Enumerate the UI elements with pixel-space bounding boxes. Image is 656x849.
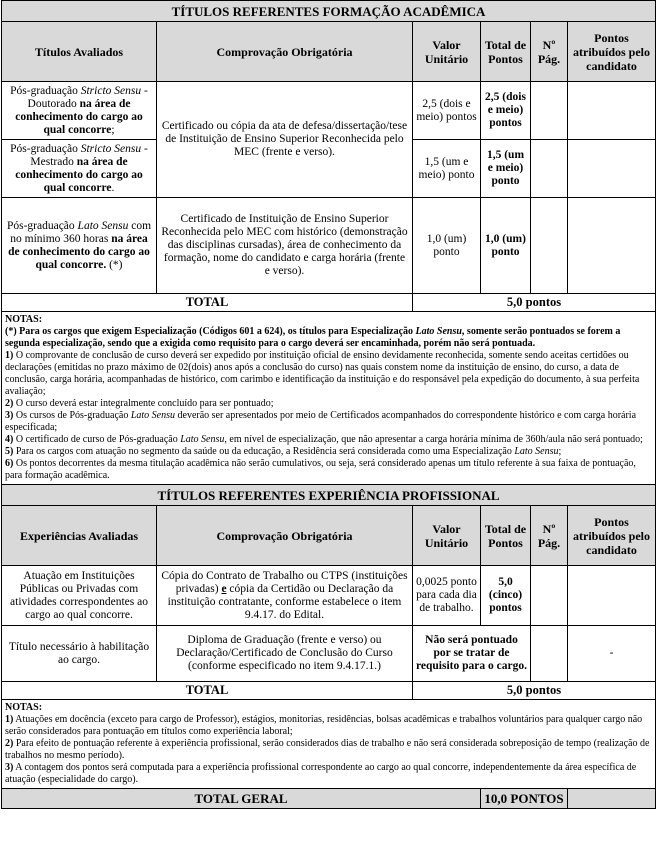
grand-total-value: 10,0 PONTOS (481, 789, 568, 809)
experience-section-title: TÍTULOS REFERENTES EXPERIÊNCIA PROFISSIONAL (2, 485, 656, 506)
pag-lato[interactable] (531, 198, 568, 294)
exp-atuacao-valor: 0,0025 ponto para cada dia de trabalho. (413, 566, 481, 626)
experience-total-value: 5,0 pontos (413, 682, 656, 700)
academic-section-title: TÍTULOS REFERENTES FORMAÇÃO ACADÊMICA (2, 1, 656, 22)
header-titulos-avaliados: Títulos Avaliados (2, 22, 157, 82)
exp-atuacao-comprovacao: Cópia do Contrato de Trabalho ou CTPS (instituições privadas) e cópia da Certidão ou Declaração da instituição contratante, conforme estabelece o item 9.4.17. do Edital. (157, 566, 413, 626)
header-exp-comprovacao: Comprovação Obrigatória (157, 506, 413, 566)
valor-lato: 1,0 (um) ponto (413, 198, 481, 294)
comprovacao-stricto: Certificado ou cópia da ata de defesa/dissertação/tese de Instituição de Ensino Superior Reconhecida pelo MEC (frente e verso). (157, 82, 413, 198)
total-mestrado: 1,5 (um e meio) ponto (481, 140, 531, 198)
exp-habilitacao-dash: - (568, 626, 656, 682)
grand-total-empty (568, 789, 656, 809)
header-exp-pag: Nº Pág. (531, 506, 568, 566)
header-exp-total: Total de Pontos (481, 506, 531, 566)
title-mestrado: Pós-graduação Stricto Sensu - Mestrado na área de conhecimento do cargo ao qual concorre. (2, 140, 157, 198)
exp-habilitacao-pag[interactable] (531, 626, 568, 682)
pontos-doutorado[interactable] (568, 82, 656, 140)
academic-total-value: 5,0 pontos (413, 294, 656, 312)
header-exp-pontos: Pontos atribuídos pelo candidato (568, 506, 656, 566)
academic-total-label: TOTAL (2, 294, 413, 312)
valor-doutorado: 2,5 (dois e meio) pontos (413, 82, 481, 140)
pontos-mestrado[interactable] (568, 140, 656, 198)
experience-notes: NOTAS: 1) Atuações em docência (exceto para cargo de Professor), estágios, monitorias, residências, bolsas acadêmicas e trabalhos voluntários para qualquer cargo não serão considerados para pontuação em títulos como experiência laboral; 2) Para efeito de pontuação referente à experiência profissional, serão considerados dias de trabalho e não será considerada sobreposição de tempo (realização de trabalhos no mesmo período). 3) A contagem dos pontos será computada para a experiência profissional correspondente ao cargo ao qual concorre, independentemente da área específica de atuação (especialidade do cargo). (2, 700, 656, 789)
header-pontos-candidato: Pontos atribuídos pelo candidato (568, 22, 656, 82)
pag-doutorado[interactable] (531, 82, 568, 140)
total-doutorado: 2,5 (dois e meio) pontos (481, 82, 531, 140)
grand-total-label: TOTAL GERAL (2, 789, 481, 809)
exp-habilitacao: Título necessário à habilitação ao cargo. (2, 626, 157, 682)
header-comprovacao: Comprovação Obrigatória (157, 22, 413, 82)
valor-mestrado: 1,5 (um e meio) ponto (413, 140, 481, 198)
exp-atuacao-pontos[interactable] (568, 566, 656, 626)
header-exp-valor: Valor Unitário (413, 506, 481, 566)
header-experiencias: Experiências Avaliadas (2, 506, 157, 566)
exp-atuacao-pag[interactable] (531, 566, 568, 626)
header-num-pag: Nº Pág. (531, 22, 568, 82)
header-total-pontos: Total de Pontos (481, 22, 531, 82)
titles-table (1, 0, 656, 809)
notes-title: NOTAS: (5, 314, 43, 325)
title-lato-sensu: Pós-graduação Lato Sensu com no mínimo 360 horas na área de conhecimento do cargo ao qual concorre. (*) (2, 198, 157, 294)
title-doutorado: Pós-graduação Stricto Sensu - Doutorado na área de conhecimento do cargo ao qual concorre; (2, 82, 157, 140)
pag-mestrado[interactable] (531, 140, 568, 198)
academic-notes: NOTAS: (*) Para os cargos que exigem Especialização (Códigos 601 a 624), os títulos para Especialização Lato Sensu, somente serão pontuados se forem a segunda especialização, sendo que a exigida como requisito para o cargo deverá ser encaminhada, porém não será pontuada. 1) O comprovante de conclusão de curso deverá ser expedido por instituição oficial de ensino devidamente reconhecida, somente sendo aceitas certidões ou declarações (emitidas no prazo máximo de 02(dois) anos após a conclusão do curso) nas quais constem nome da instituição de ensino, do curso, a data de conclusão, carga horária, acompanhadas de histórico, com carimbo e identificação da instituição e do responsável pela expedição do documento, à sua perfeita avaliação; 2) O curso deverá estar integralmente concluído para ser pontuado; 3) Os cursos de Pós-graduação Lato Sensu deverão ser apresentados por meio de Certificados acompanhados do correspondente histórico e com carga horária especificada; 4) O certificado de curso de Pós-graduação Lato Sensu, em nível de especialização, que não apresentar a carga horária mínima de 360h/aula não será pontuado; 5) Para os cargos com atuação no segmento da saúde ou da educação, a Residência será considerada como uma Especialização Lato Sensu; 6) Os pontos decorrentes da mesma titulação acadêmica não serão cumulativos, ou seja, será considerado apenas um título referente à sua faixa de pontuação, para formação acadêmica. (2, 312, 656, 485)
comprovacao-lato: Certificado de Instituição de Ensino Superior Reconhecida pelo MEC com histórico (demonstração das disciplinas cursadas), área de conhecimento da formação, nome do candidato e carga horária (frente e verso). (157, 198, 413, 294)
exp-atuacao-total: 5,0 (cinco) pontos (481, 566, 531, 626)
exp-habilitacao-valor: Não será pontuado por se tratar de requisito para o cargo. (413, 626, 531, 682)
exp-habilitacao-comprovacao: Diploma de Graduação (frente e verso) ou Declaração/Certificado de Conclusão do Curso (conforme especificado no item 9.4.17.1.) (157, 626, 413, 682)
pontos-lato[interactable] (568, 198, 656, 294)
total-lato: 1,0 (um) ponto (481, 198, 531, 294)
header-valor-unitario: Valor Unitário (413, 22, 481, 82)
exp-atuacao: Atuação em Instituições Públicas ou Privadas com atividades correspondentes ao cargo ao qual concorre. (2, 566, 157, 626)
experience-total-label: TOTAL (2, 682, 413, 700)
exp-notes-title: NOTAS: (5, 702, 43, 713)
